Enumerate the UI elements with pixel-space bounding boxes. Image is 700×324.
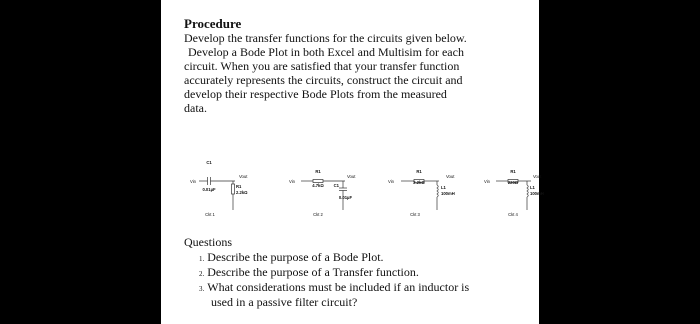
question-item [199, 265, 419, 280]
question-item [199, 280, 469, 295]
circuit-1-shunt-label: R1 [236, 184, 242, 189]
circuit-4-shunt-value: 100mH [530, 191, 544, 196]
question-text: Describe the purpose of a Transfer function. [207, 265, 419, 279]
question-text: Describe the purpose of a Bode Plot. [207, 250, 384, 264]
question-item [199, 250, 384, 265]
circuit-3-caption: Ckt 3 [410, 212, 420, 217]
circuit-1-series-label: C1 [206, 160, 212, 165]
circuit-4-series-value: 220Ω [507, 180, 519, 185]
question-text-continued: used in a passive filter circuit? [211, 295, 358, 309]
circuit-2 [289, 169, 356, 217]
circuit-1-vout-label: Vout [239, 174, 248, 179]
circuit-2-series-value: 4.7kΩ [312, 183, 324, 188]
circuit-3-shunt-value: 100mH [441, 191, 455, 196]
question-number: 1. [199, 255, 205, 263]
questions-title: Questions [184, 235, 232, 249]
procedure-line: Develop a Bode Plot in both Excel and Multisim for each [188, 45, 464, 59]
procedure-line: Develop the transfer functions for the circuits given below. [184, 31, 467, 45]
procedure-title: Procedure [184, 16, 242, 31]
circuit-1 [190, 160, 248, 217]
circuit-2-series-label: R1 [315, 169, 321, 174]
circuit-4-vout-label: Vout [533, 174, 542, 179]
circuit-4 [484, 169, 544, 217]
circuit-3-vin-label: Vin [388, 179, 394, 184]
circuit-1-series-value: 0.01µF [202, 187, 216, 192]
procedure-line: data. [184, 101, 207, 115]
circuit-3-series-value: 2.2kΩ [413, 180, 425, 185]
circuit-1-vin-label: Vin [190, 179, 196, 184]
circuit-4-caption: Ckt 4 [508, 212, 518, 217]
circuit-2-shunt-label: C1 [333, 183, 339, 188]
circuit-3-shunt-label: L1 [441, 185, 446, 190]
circuit-2-vout-label: Vout [347, 174, 356, 179]
procedure-line: develop their respective Bode Plots from the measured [184, 87, 447, 101]
circuit-1-caption: Ckt 1 [205, 212, 215, 217]
question-number: 2. [199, 270, 205, 278]
circuit-3 [388, 169, 455, 217]
circuit-4-shunt-label: L1 [530, 185, 535, 190]
circuit-diagrams [161, 158, 544, 228]
circuit-2-vin-label: Vin [289, 179, 295, 184]
procedure-line: circuit. When you are satisfied that your transfer function [184, 59, 460, 73]
circuit-4-series-label: R1 [510, 169, 516, 174]
circuit-3-vout-label: Vout [446, 174, 455, 179]
circuit-3-series-label: R1 [416, 169, 422, 174]
circuit-2-caption: Ckt 2 [313, 212, 323, 217]
question-text: What considerations must be included if an inductor is [207, 280, 470, 294]
circuit-1-shunt-value: 2.2kΩ [236, 190, 248, 195]
procedure-line: accurately represents the circuits, construct the circuit and [184, 73, 463, 87]
document-page [161, 0, 544, 324]
circuit-2-shunt-value: 0.01µF [338, 195, 352, 200]
circuit-4-vin-label: Vin [484, 179, 490, 184]
question-number: 3. [199, 285, 205, 293]
